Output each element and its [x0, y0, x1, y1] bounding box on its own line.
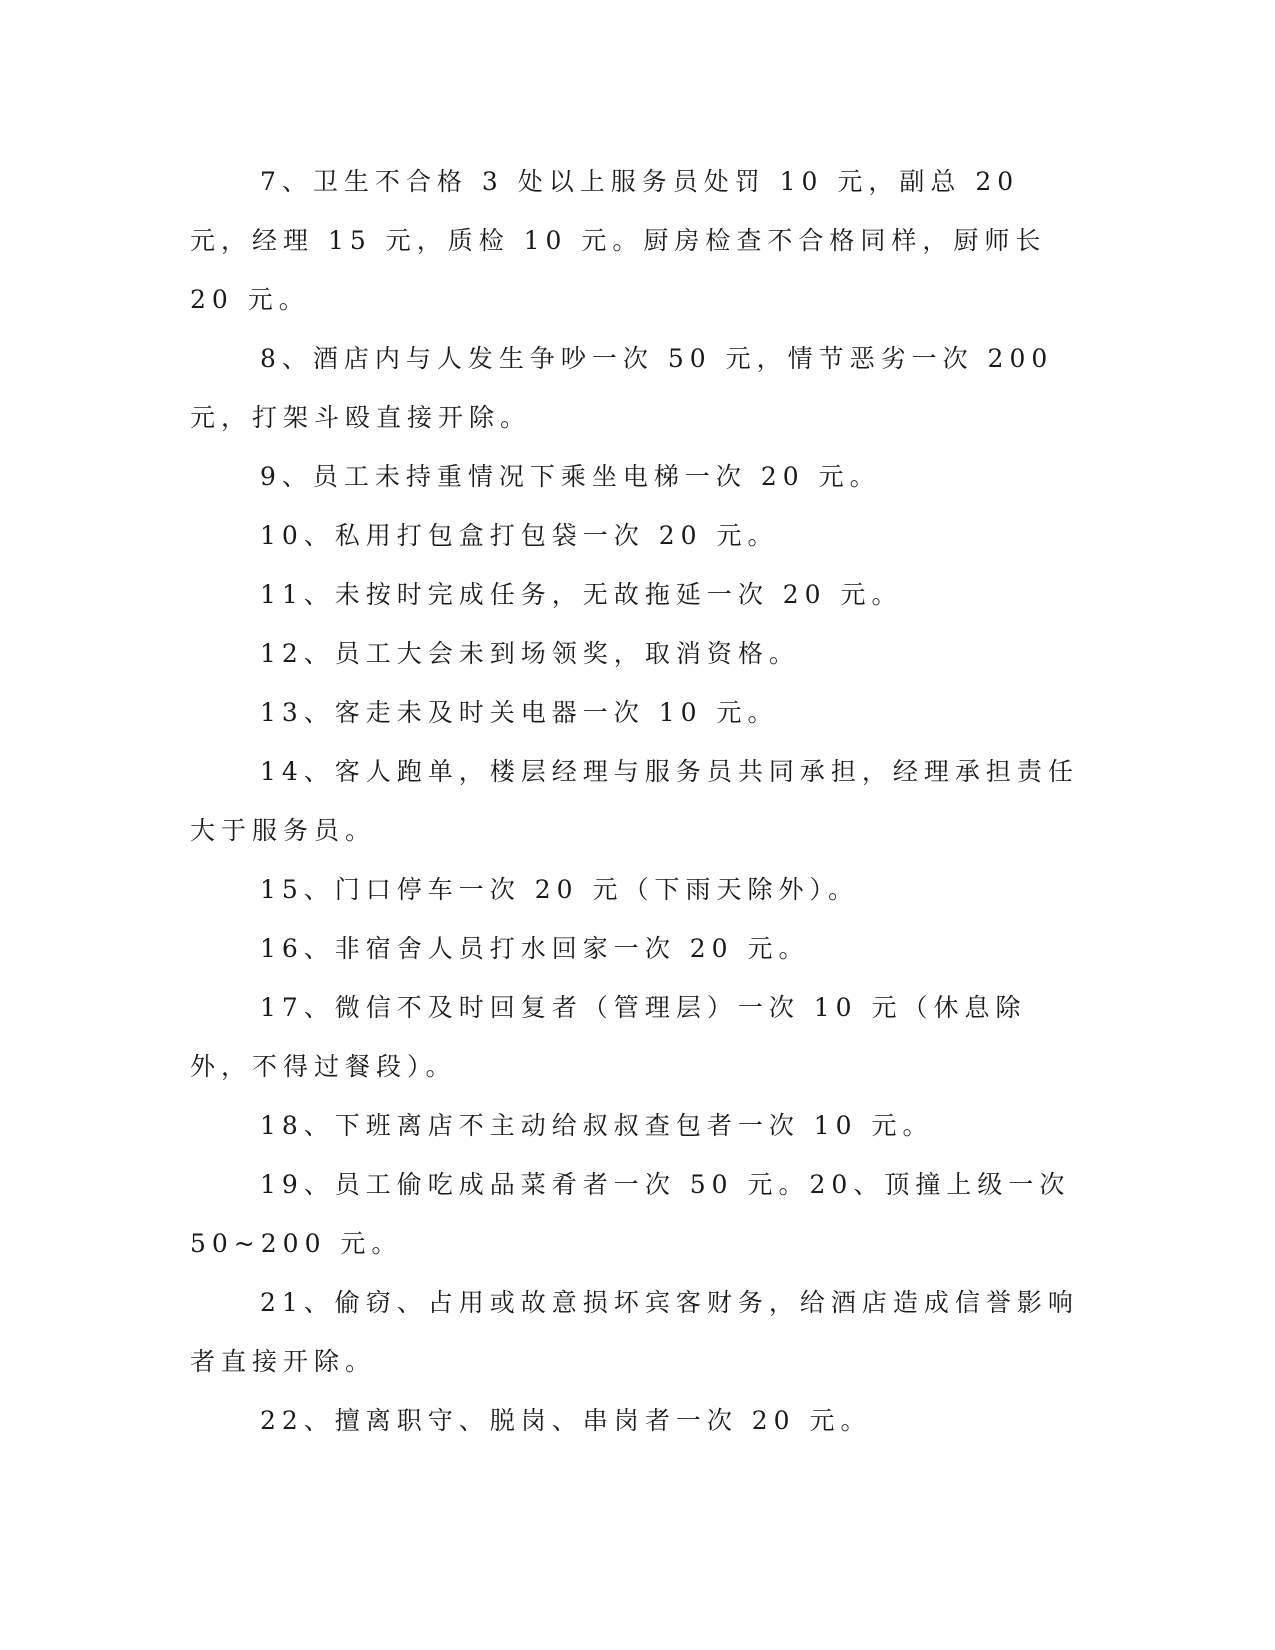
document-body [190, 152, 1080, 1450]
rule-paragraph-16: 16、非宿舍人员打水回家一次 20 元。 [260, 934, 810, 963]
rule-paragraph-9: 9、员工未持重情况下乘坐电梯一次 20 元。 [260, 462, 881, 491]
rule-paragraph-13: 13、客走未及时关电器一次 10 元。 [260, 698, 779, 727]
rule-paragraph-14: 14、客人跑单，楼层经理与服务员共同承担，经理承担责任大于服务员。 [190, 757, 1079, 845]
rule-paragraph-8: 8、酒店内与人发生争吵一次 50 元，情节恶劣一次 200 元，打架斗殴直接开除。 [190, 344, 1054, 432]
rule-paragraph-12: 12、员工大会未到场领奖，取消资格。 [260, 639, 800, 668]
rule-paragraph-19-20: 19、员工偷吃成品菜肴者一次 50 元。20、顶撞上级一次 50~200 元。 [190, 1170, 1071, 1258]
rule-paragraph-17: 17、微信不及时回复者（管理层）一次 10 元（休息除外，不得过餐段）。 [190, 993, 1027, 1081]
rule-paragraph-11: 11、未按时完成任务，无故拖延一次 20 元。 [260, 580, 903, 609]
rule-paragraph-7: 7、卫生不合格 3 处以上服务员处罚 10 元，副总 20 元，经理 15 元，质检 10 元。厨房检查不合格同样，厨师长 20 元。 [190, 167, 1047, 314]
rule-paragraph-22: 22、擅离职守、脱岗、串岗者一次 20 元。 [260, 1406, 872, 1435]
rule-paragraph-15: 15、门口停车一次 20 元（下雨天除外）。 [260, 875, 860, 904]
rule-paragraph-10: 10、私用打包盒打包袋一次 20 元。 [260, 521, 779, 550]
rule-paragraph-18: 18、下班离店不主动给叔叔查包者一次 10 元。 [260, 1111, 934, 1140]
rule-paragraph-21: 21、偷窃、占用或故意损坏宾客财务，给酒店造成信誉影响者直接开除。 [190, 1288, 1079, 1376]
